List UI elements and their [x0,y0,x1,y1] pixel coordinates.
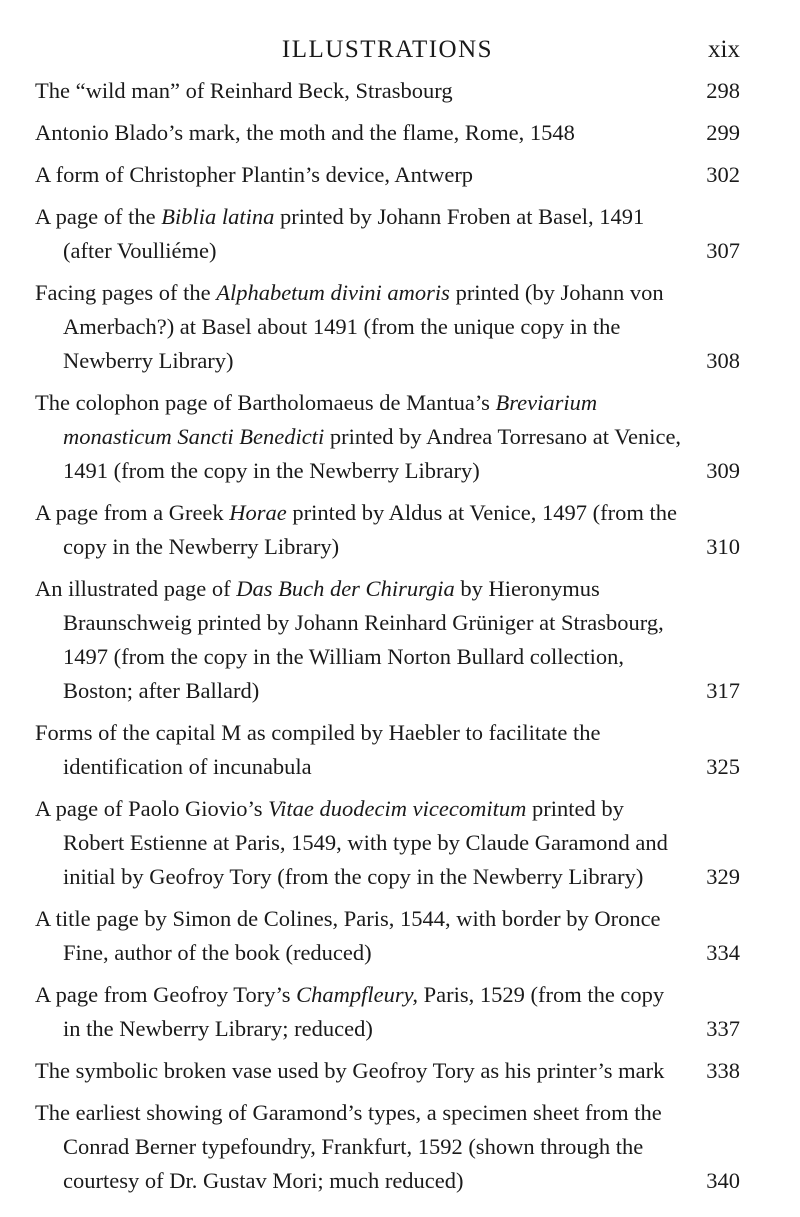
entry-title-italic: Biblia latina [161,204,275,229]
list-entry [35,276,740,378]
entry-title-italic: Vitae duodecim vicecomitum [268,796,527,821]
entry-title-italic: Das Buch der Chirurgia [236,576,455,601]
entry-text: An illustrated page of [35,576,237,601]
entry-page-number: 298 [706,78,740,103]
entry-text: Forms of the capital M as compiled by Haebler to facilitate the identification of incunabula [35,720,601,779]
page-header [35,34,740,66]
entry-page-number: 334 [706,940,740,965]
entry-text: Paris, 1529 (from the copy in the Newberry Library; reduced) [63,982,665,1041]
page-number: xix [708,36,740,63]
entry-page-number: 337 [706,1016,740,1041]
running-head: ILLUSTRATIONS [281,36,494,63]
entry-text: printed (by Johann von Amerbach?) at Basel about 1491 (from the unique copy in the Newberry Library) [63,280,664,373]
list-entry [35,716,740,784]
entry-page-number: 338 [706,1058,740,1083]
entry-page-number: 307 [706,238,740,263]
entry-text: Antonio Blado’s mark, the moth and the flame, Rome, 1548 [35,120,575,145]
entry-page-number: 310 [706,534,740,559]
entry-page-number: 329 [706,864,740,889]
entry-text: A form of Christopher Plantin’s device, Antwerp [35,162,474,187]
list-entry [35,158,740,192]
entry-text: The symbolic broken vase used by Geofroy Tory as his printer’s mark [35,1058,665,1083]
entry-text: A page of the [35,204,162,229]
list-entry [35,496,740,564]
entry-title-italic: Champfleury, [296,982,418,1007]
entry-text: A title page by Simon de Colines, Paris, 1544, with border by Oronce Fine, author of the book (reduced) [35,906,661,965]
list-entry [35,978,740,1046]
entry-text: The colophon page of Bartholomaeus de Mantua’s [35,390,496,415]
entry-text: The earliest showing of Garamond’s types, a specimen sheet from the Conrad Berner typefoundry, Frankfurt, 1592 (shown through the courtesy of Dr. Gustav Mori; much reduced) [35,1100,662,1193]
entry-text: printed by Johann Froben at Basel, 1491 (after Voulliéme) [63,204,645,263]
entry-title-italic: Alphabetum divini amoris [216,280,450,305]
list-entry [35,386,740,488]
entry-page-number: 325 [706,754,740,779]
list-entry [35,116,740,150]
illustrations-list [35,74,740,1206]
entry-page-number: 302 [706,162,740,187]
entry-text: printed by Andrea Torresano at Venice, 1491 (from the copy in the Newberry Library) [63,424,682,483]
entry-text: A page from a Greek [35,500,230,525]
list-entry [35,74,740,108]
entry-text: A page of Paolo Giovio’s [35,796,269,821]
entry-page-number: 340 [706,1168,740,1193]
entry-text: A page from Geofroy Tory’s [35,982,297,1007]
entry-text: The “wild man” of Reinhard Beck, Strasbourg [35,78,453,103]
list-entry [35,1096,740,1198]
entry-page-number: 299 [706,120,740,145]
list-entry [35,792,740,894]
list-entry [35,200,740,268]
list-entry [35,572,740,708]
entry-page-number: 308 [706,348,740,373]
entry-text: Facing pages of the [35,280,217,305]
entry-title-italic: Horae [229,500,287,525]
entry-text: by Hieronymus Braunschweig printed by Johann Reinhard Grüniger at Strasbourg, 1497 (from the copy in the William Norton Bullard collection, Boston; after Ballard) [63,576,664,703]
list-entry [35,902,740,970]
entry-text: printed by Robert Estienne at Paris, 1549, with type by Claude Garamond and initial by Geofroy Tory (from the copy in the Newberry Library) [63,796,668,889]
entry-page-number: 309 [706,458,740,483]
entry-page-number: 317 [706,678,740,703]
list-entry [35,1054,740,1088]
entry-title-italic: Breviarium monasticum Sancti Benedicti [63,390,598,449]
entry-text: printed by Aldus at Venice, 1497 (from the copy in the Newberry Library) [63,500,677,559]
